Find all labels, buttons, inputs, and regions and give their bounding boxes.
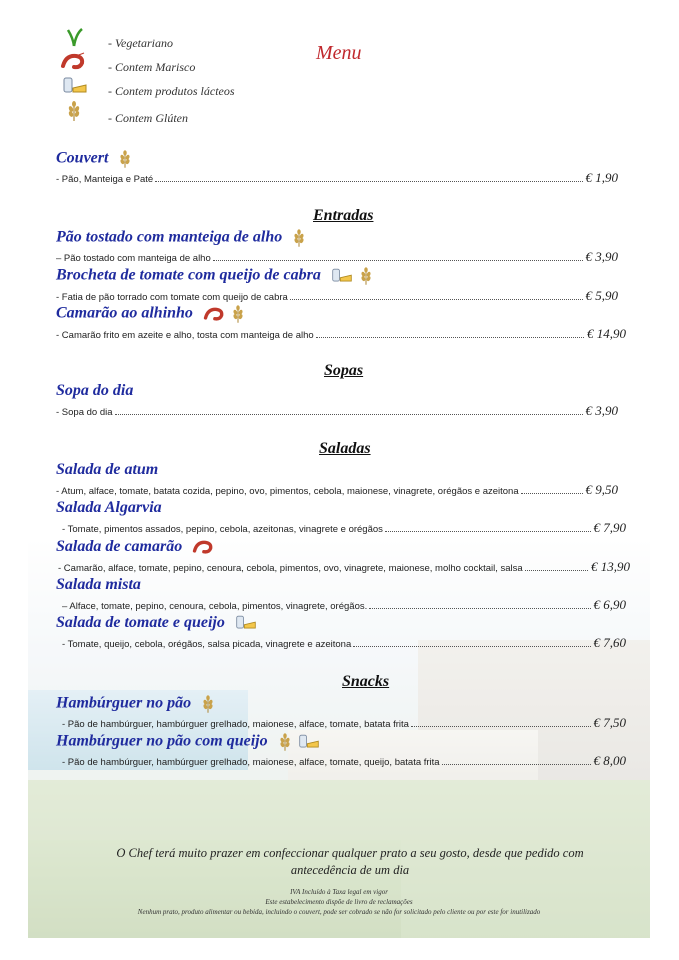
dot-leader [369,607,590,609]
wheat-icon [201,694,215,714]
item-price: € 14,90 [587,326,626,341]
dot-leader [290,298,583,300]
dot-leader [411,725,591,727]
item-description: - Pão de hambúrguer, hambúrguer grelhado, maionese, alface, tomate, queijo, batata frita [62,757,440,768]
item-line [58,559,630,575]
section-title-sopas: Sopas [324,362,364,379]
dot-leader [521,492,583,494]
item-description: - Atum, alface, tomate, batata cozida, pepino, ovo, pimentos, cebola, maionese, vinagrete, orégãos e azeitona [56,486,519,497]
item-title: Salada Algarvia [56,499,162,516]
chef-note: O Chef terá muito prazer em confeccionar qualquer prato a seu gosto, desde que pedido com antecedência de um dia [116,846,584,877]
section-title-saladas: Saladas [319,440,371,457]
item-title: Salada mista [56,576,141,593]
couvert-line [56,170,618,186]
iva-note: IVA Incluído à Taxa legal em vigor [290,888,388,896]
legend-vegetarian: - Vegetariano [108,36,173,50]
section-title-entradas: Entradas [313,207,374,224]
dot-leader [353,645,590,647]
wheat-icon [118,149,132,169]
dot-leader [442,763,591,765]
item-line [62,520,626,536]
item-description: - Sopa do dia [56,407,113,418]
item-line [62,753,626,769]
item-title: Hambúrguer no pão com queijo [56,732,320,752]
menu-title: Menu [316,42,362,64]
dairy-cheese-icon [62,76,88,96]
couvert-title: Couvert [56,149,132,169]
legend-seafood: - Contem Marisco [108,60,196,74]
item-price: € 8,00 [593,753,626,768]
dairy-cheese-icon [331,267,353,285]
section-title-snacks: Snacks [342,673,390,690]
item-description: - Tomate, queijo, cebola, orégãos, salsa picada, vinagrete e azeitona [62,639,352,650]
dairy-cheese-icon [298,733,320,751]
item-line [62,715,626,731]
vegetarian-leaf-icon [64,26,86,48]
legend-gluten: - Contem Glúten [108,111,188,125]
item-line [56,326,626,342]
item-title: Brocheta de tomate com queijo de cabra [56,266,373,286]
item-price: € 9,50 [585,482,618,497]
item-price: € 7,50 [593,715,626,730]
item-description: – Pão tostado com manteiga de alho [56,253,211,264]
item-description: - Camarão, alface, tomate, pepino, cenoura, cebola, pimentos, ovo, vinagrete, maionese, molho cocktail, salsa [58,563,523,574]
item-line [56,403,618,419]
complaints-note: Este estabelecimento dispõe de livro de reclamações [265,898,413,906]
item-title: Pão tostado com manteiga de alho [56,228,306,248]
item-price: € 7,90 [593,520,626,535]
item-line [62,597,626,613]
item-description: - Fatia de pão torrado com tomate com queijo de cabra [56,292,288,303]
legend-dairy: - Contem produtos lácteos [108,84,235,98]
item-description: - Camarão frito em azeite e alho, tosta com manteiga de alho [56,330,314,341]
shrimp-icon [60,52,86,72]
item-title: Sopa do dia [56,382,134,399]
item-price: € 13,90 [591,559,630,574]
item-description: - Pão, Manteiga e Paté [56,174,154,185]
dot-leader [385,530,591,532]
wheat-icon [292,228,306,248]
shrimp-icon [192,539,214,556]
dot-leader [155,180,582,182]
item-price: € 3,90 [585,249,618,264]
wheat-icon [278,732,292,752]
item-price: € 6,90 [593,597,626,612]
item-line [56,288,618,304]
item-title: Salada de atum [56,461,159,478]
wheat-icon [66,100,82,122]
item-title: Camarão ao alhinho [56,304,245,324]
item-line [56,249,618,265]
item-description: – Alface, tomate, pepino, cenoura, cebola, pimentos, vinagrete, orégãos. [62,601,368,612]
item-title: Hambúrguer no pão [56,694,215,714]
dot-leader [525,569,588,571]
item-line [56,482,618,498]
dot-leader [316,336,584,338]
item-description: - Tomate, pimentos assados, pepino, cebola, azeitonas, vinagrete e orégãos [62,524,383,535]
item-line [62,635,626,651]
item-title: Salada de tomate e queijo [56,614,257,632]
item-price: € 5,90 [585,288,618,303]
item-price: € 7,60 [593,635,626,650]
dot-leader [213,259,583,261]
shrimp-icon [203,306,225,323]
item-description: - Pão de hambúrguer, hambúrguer grelhado, maionese, alface, tomate, batata frita [62,719,409,730]
wheat-icon [231,304,245,324]
item-price: € 1,90 [585,170,618,185]
wheat-icon [359,266,373,286]
dot-leader [115,413,583,415]
item-price: € 3,90 [585,403,618,418]
disclaimer-note: Nenhum prato, produto alimentar ou bebida, incluindo o couvert, pode ser cobrado se não for solicitado pelo cliente ou por este for inutilizado [137,908,541,916]
item-title: Salada de camarão [56,538,214,556]
dairy-cheese-icon [235,614,257,632]
